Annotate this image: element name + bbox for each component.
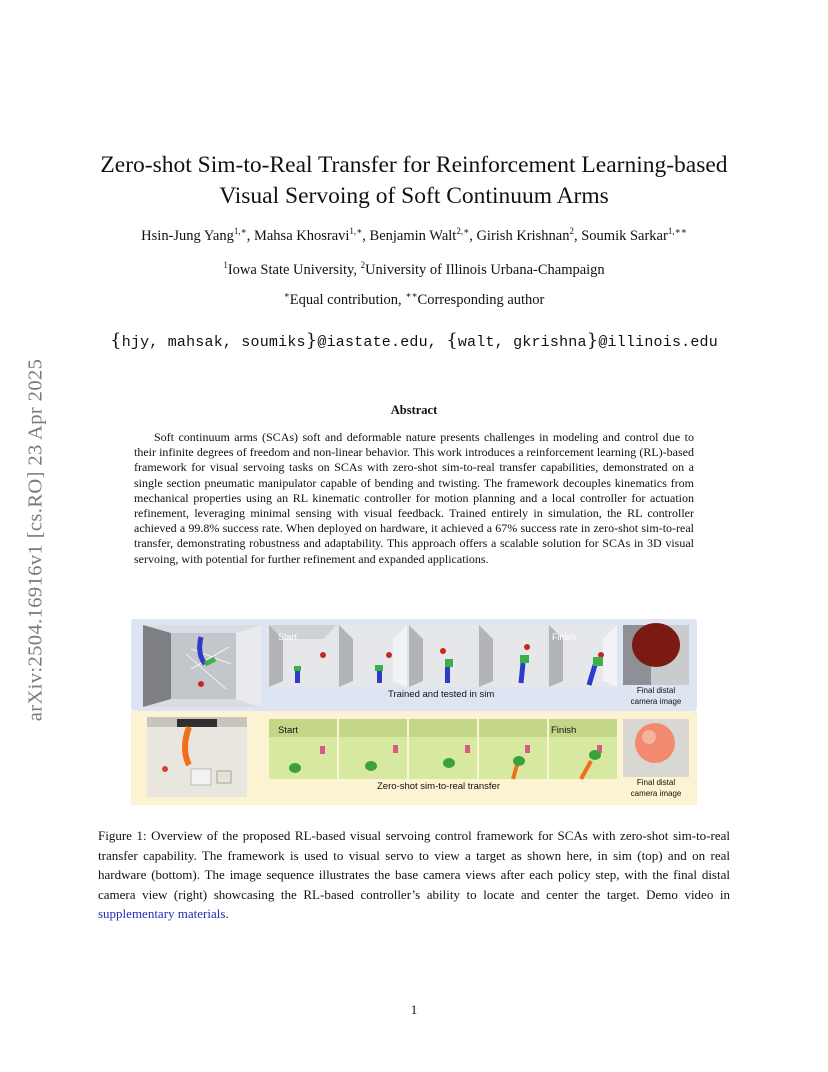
abstract-body: Soft continuum arms (SCAs) soft and deformable nature presents challenges in modeling and control due to their infinite degrees of freedom and non-linear behavior. This work introduces a reinforcement learning (RL)-based framework for visual servoing tasks on SCAs with zero-shot sim-to-real transfer capabilities, demonstrated on a single section pneumatic manipulator capable of bending and twisting. The framework decouples kinematics from mechanical properties using an RL kinematic controller for motion planning and a local controller for actuation refinement, leveraging minimal sensing with visual feedback. Trained entirely in simulation, the RL controller achieved a 99.8% success rate. When deployed on hardware, it achieved a 67% success rate in zero-shot sim-to-real transfer, demonstrating robustness and adaptability. This approach offers a scalable solution for SCAs in 3D visual servoing, with potential for further refinement and expanded applications. [134, 430, 694, 566]
sim-finish-label: Finish [552, 632, 577, 642]
author-sup: 2 [569, 226, 574, 236]
author-name: Soumik Sarkar [581, 228, 668, 244]
email-domain: @iastate.edu, [317, 334, 447, 351]
contrib-text: Corresponding author [417, 292, 545, 308]
affil-name: University of Illinois Urbana-Champaign [365, 262, 605, 278]
author-list: Hsin-Jung Yang$^{1,∗}$, Mahsa Khosravi$^{1,∗}$, Benjamin Walt$^{2,∗}$, Girish Krishnan$^2$, Soumik Sarkar$^{1,∗∗}$ [141, 226, 687, 244]
email-domain: @illinois.edu [598, 334, 718, 351]
sim-frame-2 [339, 625, 407, 687]
label-line: Final distal [636, 778, 676, 787]
author-name: Girish Krishnan [476, 228, 570, 244]
real-start-label: Start [278, 725, 299, 736]
author-sup: 2,∗ [456, 226, 470, 236]
supplementary-link[interactable]: supplementary materials [98, 906, 226, 921]
label-line: Final distal [636, 686, 676, 695]
contrib-sup: ∗∗ [405, 290, 418, 300]
sim-caption: Trained and tested in sim [388, 689, 495, 700]
real-finish-label: Finish [551, 725, 577, 736]
title-line-1: Zero-shot Sim-to-Real Transfer for Reinforcement Learning-based [100, 152, 728, 178]
real-distal-image [623, 719, 689, 777]
sim-distal-label [619, 685, 693, 707]
sim-distal-image [623, 623, 689, 685]
author-name: Mahsa Khosravi [253, 228, 350, 244]
arxiv-stamp [16, 300, 56, 780]
page-number: 1 [410, 1002, 418, 1017]
figure-illustration [131, 619, 697, 805]
author-sup: 1,∗ [233, 226, 247, 236]
real-frame-2 [339, 719, 407, 779]
email-group: walt, gkrishna [457, 334, 587, 351]
affil-sup: 2 [360, 260, 366, 270]
label-line: camera image [630, 697, 682, 706]
real-frame-4 [479, 719, 547, 779]
real-caption: Zero-shot sim-to-real transfer [377, 781, 501, 792]
sim-overview-image [143, 625, 261, 707]
author-sup: 1,∗∗ [667, 226, 687, 236]
abstract-heading: Abstract [390, 403, 438, 417]
paper-title [60, 150, 768, 212]
figure-caption [98, 826, 730, 924]
contribution-note [60, 292, 768, 309]
figure-1 [131, 619, 697, 805]
caption-end: . [225, 906, 229, 921]
author-name: Hsin-Jung Yang [141, 228, 234, 244]
sim-start-label: Start [278, 632, 298, 642]
affiliations [60, 262, 768, 279]
contrib-sup: ∗ [283, 290, 290, 300]
real-frame-3 [409, 719, 477, 779]
real-overview-image [147, 717, 247, 797]
email-group: hjy, mahsak, soumiks [121, 334, 306, 351]
arxiv-stamp-text: arXiv:2504.16916v1 [cs.RO] 23 Apr 2025 [24, 358, 47, 722]
real-distal-label [619, 777, 693, 799]
sim-frame-4 [479, 625, 547, 687]
contrib-text: Equal contribution, [289, 292, 406, 308]
affil-name: Iowa State University, [227, 262, 361, 278]
caption-text: Figure 1: Overview of the proposed RL-based visual servoing control framework for SCAs with zero-shot sim-to-real transfer capability. The framework is used to visual servo to view a target as shown here, in sim (top) and on real hardware (bottom). The image sequence illustrates the base camera views after each policy step, with the final distal camera view (right) showcasing the RL-based controller’s ability to locate and center the target. Demo video in [98, 828, 730, 902]
affil-sup: 1 [223, 260, 228, 270]
sim-frame-3 [409, 625, 477, 687]
author-sup: 1,∗ [349, 226, 363, 236]
author-name: Benjamin Walt [369, 228, 457, 244]
title-line-2: Visual Servoing of Soft Continuum Arms [219, 183, 609, 209]
label-line: camera image [630, 789, 682, 798]
author-emails: {hjy, mahsak, soumiks}@iastate.edu, {walt, gkrishna}@illinois.edu [110, 330, 718, 351]
